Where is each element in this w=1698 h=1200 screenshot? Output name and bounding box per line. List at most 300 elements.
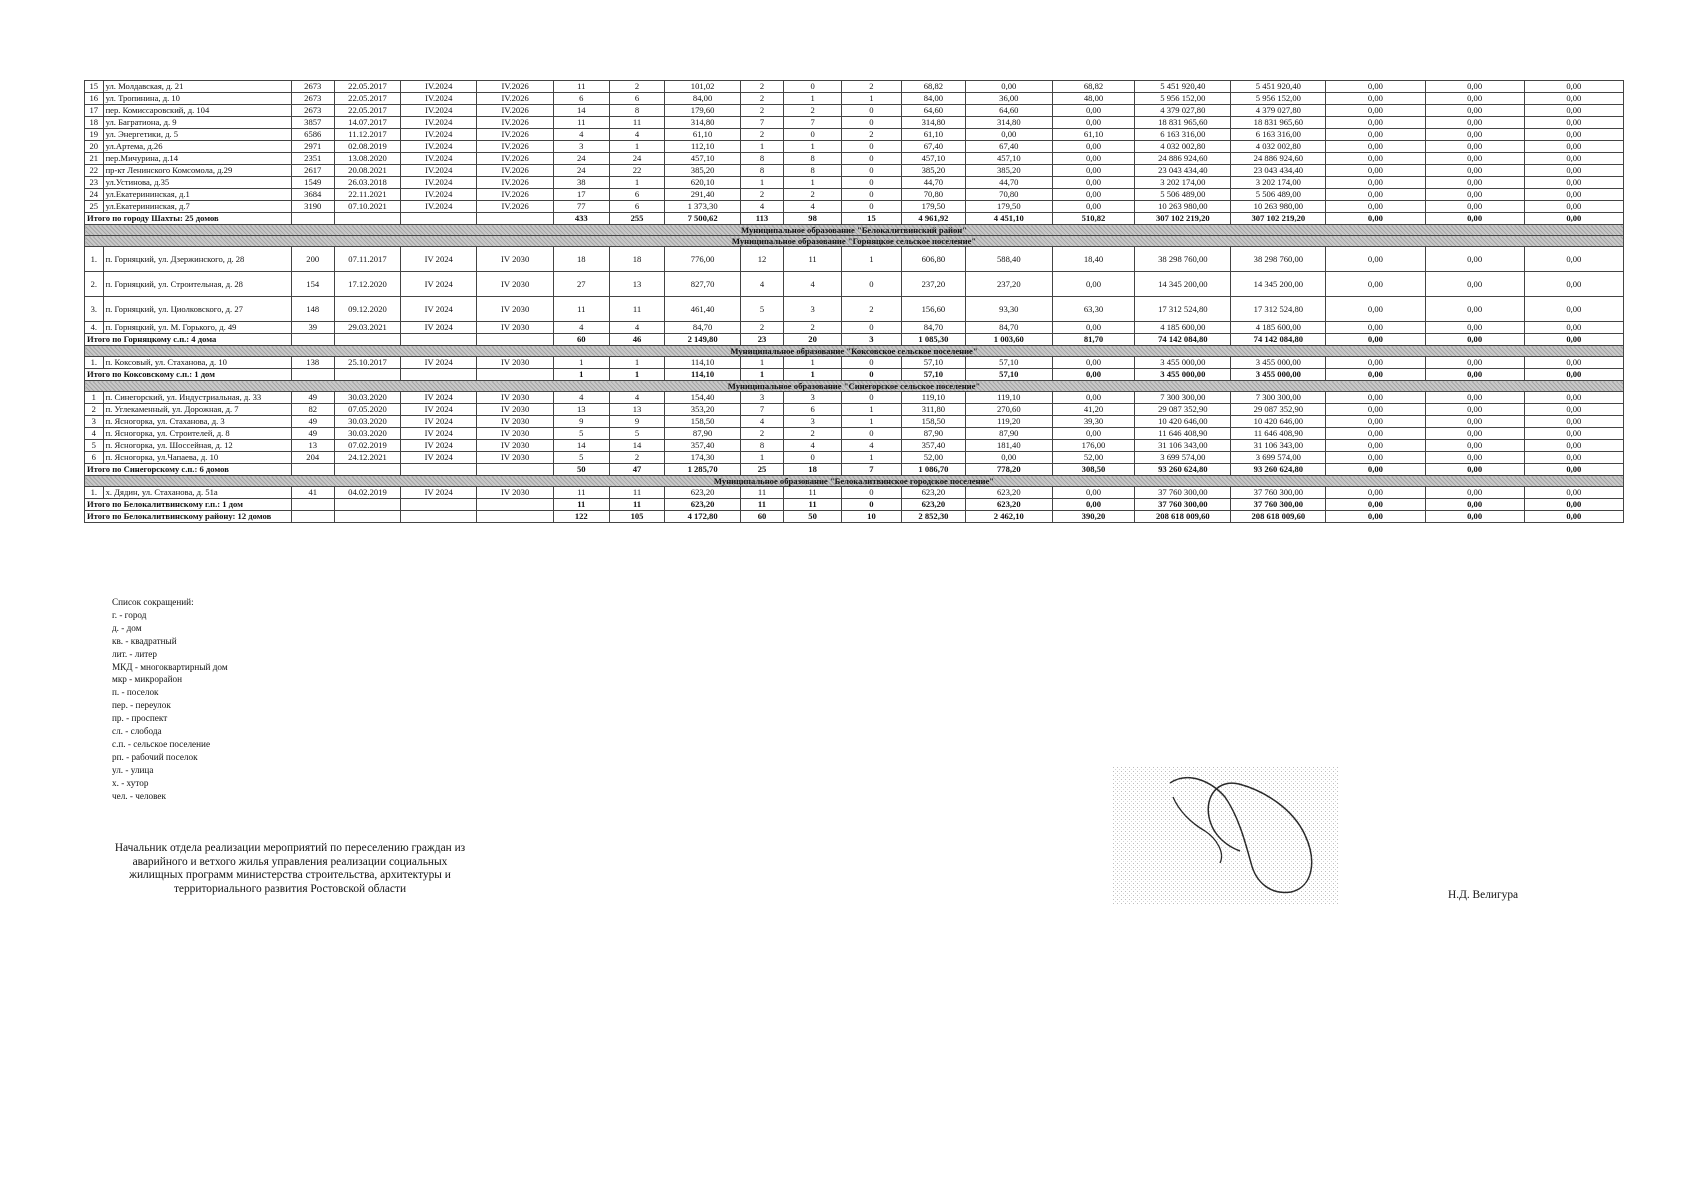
total-cell: 0,00	[1326, 213, 1425, 225]
table-cell: 0,00	[965, 81, 1052, 93]
total-cell: 778,20	[965, 464, 1052, 476]
table-cell: 31 106 343,00	[1231, 440, 1326, 452]
table-cell: 17.12.2020	[334, 272, 400, 297]
table-cell: IV 2030	[477, 428, 553, 440]
table-cell: 87,90	[965, 428, 1052, 440]
table-cell: 25.10.2017	[334, 357, 400, 369]
table-cell: 0,00	[1326, 117, 1425, 129]
total-cell: 433	[553, 213, 609, 225]
table-cell: 0,00	[1052, 392, 1135, 404]
total-cell: 0,00	[1524, 213, 1623, 225]
table-cell: 606,80	[901, 247, 965, 272]
table-cell: 38 298 760,00	[1135, 247, 1231, 272]
table-row	[85, 247, 1624, 272]
total-cell: 0,00	[1425, 499, 1524, 511]
abbreviation-list	[112, 596, 228, 803]
table-cell: 0,00	[1524, 165, 1623, 177]
table-cell: 1	[842, 93, 902, 105]
table-cell: IV.2024	[401, 177, 477, 189]
table-cell: 20.08.2021	[334, 165, 400, 177]
section-header-row	[85, 476, 1624, 487]
table-cell: 179,50	[965, 201, 1052, 213]
table-cell: 17 312 524,80	[1135, 297, 1231, 322]
table-cell: 4	[740, 201, 783, 213]
table-cell: 14	[553, 105, 609, 117]
total-row	[85, 334, 1624, 346]
table-cell: 3 202 174,00	[1231, 177, 1326, 189]
table-cell: 24	[609, 153, 665, 165]
table-cell: 0	[842, 165, 902, 177]
row-number-cell: 20	[85, 141, 104, 153]
table-cell: 457,10	[901, 153, 965, 165]
table-cell: 39,30	[1052, 416, 1135, 428]
table-cell: 457,10	[965, 153, 1052, 165]
signatory-position-line: жилищных программ министерства строительства, архитектуры и	[129, 869, 451, 882]
total-cell: 74 142 084,80	[1135, 334, 1231, 346]
table-cell: IV.2026	[477, 129, 553, 141]
total-cell: 3 455 000,00	[1231, 369, 1326, 381]
table-cell: 0	[842, 428, 902, 440]
table-cell: 41,20	[1052, 404, 1135, 416]
empty-cell	[477, 369, 553, 381]
table-cell: 0,00	[1326, 452, 1425, 464]
table-cell: 0,00	[1524, 141, 1623, 153]
total-cell: 23	[740, 334, 783, 346]
table-cell: 0,00	[1524, 81, 1623, 93]
table-cell: IV.2026	[477, 141, 553, 153]
total-cell: 0,00	[1425, 213, 1524, 225]
table-cell: 0,00	[1425, 105, 1524, 117]
table-cell: 2673	[291, 105, 334, 117]
abbreviation-item: МКД - многоквартирный дом	[112, 661, 228, 672]
table-row	[85, 452, 1624, 464]
total-cell: 1	[553, 369, 609, 381]
table-cell: 179,60	[665, 105, 740, 117]
total-cell: 2 462,10	[965, 511, 1052, 523]
table-row	[85, 487, 1624, 499]
table-cell: IV 2024	[401, 272, 477, 297]
table-cell: 0,00	[1524, 416, 1623, 428]
table-cell: 6	[609, 189, 665, 201]
table-cell: 0,00	[1326, 357, 1425, 369]
table-cell: 3 202 174,00	[1135, 177, 1231, 189]
total-label: Итого по городу Шахты: 25 домов	[85, 213, 292, 225]
row-number-cell: 23	[85, 177, 104, 189]
total-cell: 7 500,62	[665, 213, 740, 225]
table-cell: 11	[553, 487, 609, 499]
address-cell: п. Горняцкий, ул. Циолковского, д. 27	[103, 297, 291, 322]
table-cell: 24 886 924,60	[1135, 153, 1231, 165]
table-cell: 0,00	[1425, 201, 1524, 213]
table-cell: 4 185 600,00	[1231, 322, 1326, 334]
address-cell: п. Ясногорка, ул. Стаханова, д. 3	[103, 416, 291, 428]
table-cell: 7 300 300,00	[1135, 392, 1231, 404]
table-row	[85, 440, 1624, 452]
table-cell: 24.12.2021	[334, 452, 400, 464]
address-cell: пр-кт Ленинского Комсомола, д.29	[103, 165, 291, 177]
empty-cell	[291, 499, 334, 511]
total-cell: 11	[740, 499, 783, 511]
table-cell: 2673	[291, 93, 334, 105]
housing-resettlement-table	[84, 80, 1624, 523]
table-cell: 3 455 000,00	[1231, 357, 1326, 369]
table-cell: 11 646 408,90	[1135, 428, 1231, 440]
table-cell: 1	[740, 177, 783, 189]
table-cell: 4	[553, 392, 609, 404]
table-cell: 41	[291, 487, 334, 499]
table-cell: 3857	[291, 117, 334, 129]
table-cell: 623,20	[965, 487, 1052, 499]
table-cell: 2	[740, 428, 783, 440]
table-cell: 36,00	[965, 93, 1052, 105]
table-cell: 38	[553, 177, 609, 189]
empty-cell	[401, 213, 477, 225]
table-cell: 07.05.2020	[334, 404, 400, 416]
total-cell: 60	[553, 334, 609, 346]
table-cell: 5	[609, 428, 665, 440]
table-cell: 2	[842, 81, 902, 93]
empty-cell	[401, 334, 477, 346]
table-cell: 1	[842, 416, 902, 428]
total-row	[85, 213, 1624, 225]
table-cell: 68,82	[1052, 81, 1135, 93]
total-cell: 25	[740, 464, 783, 476]
table-cell: 0	[842, 153, 902, 165]
total-cell: 98	[784, 213, 842, 225]
total-cell: 93 260 624,80	[1231, 464, 1326, 476]
table-cell: IV 2024	[401, 440, 477, 452]
table-cell: 11	[609, 487, 665, 499]
table-cell: 8	[740, 153, 783, 165]
total-cell: 0,00	[1425, 369, 1524, 381]
table-cell: 3	[553, 141, 609, 153]
table-cell: 84,00	[665, 93, 740, 105]
table-cell: 0,00	[1052, 322, 1135, 334]
table-cell: 84,00	[901, 93, 965, 105]
table-cell: IV 2030	[477, 440, 553, 452]
table-cell: 0,00	[1524, 201, 1623, 213]
row-number-cell: 16	[85, 93, 104, 105]
table-row	[85, 141, 1624, 153]
empty-cell	[334, 369, 400, 381]
table-cell: 4	[784, 272, 842, 297]
table-cell: 2	[740, 105, 783, 117]
empty-cell	[401, 499, 477, 511]
row-number-cell: 22	[85, 165, 104, 177]
table-cell: 0,00	[1425, 189, 1524, 201]
total-cell: 0,00	[1425, 511, 1524, 523]
table-cell: 7	[740, 404, 783, 416]
table-cell: 0	[842, 357, 902, 369]
table-cell: 3 699 574,00	[1231, 452, 1326, 464]
total-cell: 308,50	[1052, 464, 1135, 476]
total-cell: 0,00	[1326, 511, 1425, 523]
abbreviation-list-title: Список сокращений:	[112, 597, 194, 607]
table-cell: IV.2026	[477, 177, 553, 189]
table-cell: 10 420 646,00	[1231, 416, 1326, 428]
table-cell: 0,00	[1326, 177, 1425, 189]
table-cell: 314,80	[901, 117, 965, 129]
table-cell: 1	[784, 141, 842, 153]
table-cell: 4	[740, 272, 783, 297]
table-cell: 0	[784, 452, 842, 464]
table-cell: 1	[842, 247, 902, 272]
address-cell: п. Ясногорка, ул. Шоссейная, д. 12	[103, 440, 291, 452]
empty-cell	[291, 511, 334, 523]
row-number-cell: 24	[85, 189, 104, 201]
row-number-cell: 1.	[85, 357, 104, 369]
table-cell: 1	[609, 141, 665, 153]
table-cell: 0,00	[1524, 93, 1623, 105]
total-cell: 113	[740, 213, 783, 225]
table-cell: 0,00	[1425, 487, 1524, 499]
table-cell: 29 087 352,90	[1231, 404, 1326, 416]
total-cell: 50	[553, 464, 609, 476]
total-cell: 1	[784, 369, 842, 381]
row-number-cell: 4.	[85, 322, 104, 334]
address-cell: х. Дядин, ул. Стаханова, д. 51а	[103, 487, 291, 499]
table-row	[85, 404, 1624, 416]
table-cell: 24	[553, 165, 609, 177]
table-cell: 457,10	[665, 153, 740, 165]
total-row	[85, 511, 1624, 523]
abbreviation-item: пер. - переулок	[112, 700, 171, 711]
table-cell: 84,70	[901, 322, 965, 334]
table-cell: 84,70	[965, 322, 1052, 334]
table-cell: 2	[609, 452, 665, 464]
table-cell: 29 087 352,90	[1135, 404, 1231, 416]
table-cell: 138	[291, 357, 334, 369]
empty-cell	[291, 369, 334, 381]
table-cell: 0,00	[1425, 93, 1524, 105]
table-cell: 2	[609, 81, 665, 93]
table-cell: 5 451 920,40	[1135, 81, 1231, 93]
table-cell: 2	[842, 129, 902, 141]
table-cell: 0,00	[965, 452, 1052, 464]
total-cell: 0,00	[1425, 464, 1524, 476]
table-cell: 2	[740, 189, 783, 201]
table-cell: 0,00	[1524, 272, 1623, 297]
table-cell: 0,00	[1052, 165, 1135, 177]
table-cell: 0,00	[1052, 272, 1135, 297]
table-cell: 1	[609, 177, 665, 189]
total-cell: 307 102 219,20	[1135, 213, 1231, 225]
table-cell: 0	[842, 201, 902, 213]
table-cell: IV.2024	[401, 81, 477, 93]
table-cell: 4	[553, 322, 609, 334]
table-cell: 0,00	[1326, 81, 1425, 93]
table-cell: 0,00	[1524, 322, 1623, 334]
address-cell: ул.Устинова, д.35	[103, 177, 291, 189]
row-number-cell: 21	[85, 153, 104, 165]
table-cell: 385,20	[901, 165, 965, 177]
table-cell: 0,00	[1425, 357, 1524, 369]
total-cell: 11	[553, 499, 609, 511]
table-cell: 0,00	[1524, 297, 1623, 322]
row-number-cell: 2.	[85, 272, 104, 297]
total-cell: 0,00	[1524, 499, 1623, 511]
table-cell: 237,20	[965, 272, 1052, 297]
table-cell: 623,20	[901, 487, 965, 499]
section-header-row	[85, 225, 1624, 236]
section-header-row	[85, 346, 1624, 357]
table-cell: 8	[740, 440, 783, 452]
table-cell: 0,00	[1425, 141, 1524, 153]
empty-cell	[334, 511, 400, 523]
total-cell: 4 961,92	[901, 213, 965, 225]
table-cell: 7	[740, 117, 783, 129]
table-cell: 3	[784, 392, 842, 404]
table-cell: 4 032 002,80	[1231, 141, 1326, 153]
total-cell: 0,00	[1524, 369, 1623, 381]
total-cell: 1 003,60	[965, 334, 1052, 346]
table-cell: 4	[740, 416, 783, 428]
table-cell: 93,30	[965, 297, 1052, 322]
table-cell: 2	[784, 105, 842, 117]
table-cell: 0,00	[965, 129, 1052, 141]
table-cell: 14 345 200,00	[1231, 272, 1326, 297]
total-cell: 510,82	[1052, 213, 1135, 225]
address-cell: ул.Екатерининская, д.7	[103, 201, 291, 213]
table-cell: 67,40	[901, 141, 965, 153]
table-cell: 0,00	[1425, 247, 1524, 272]
table-cell: 87,90	[665, 428, 740, 440]
address-cell: п. Ясногорка, ул.Чапаева, д. 10	[103, 452, 291, 464]
table-cell: 17 312 524,80	[1231, 297, 1326, 322]
total-cell: 37 760 300,00	[1231, 499, 1326, 511]
row-number-cell: 3.	[85, 297, 104, 322]
table-cell: 0	[842, 189, 902, 201]
empty-cell	[334, 334, 400, 346]
table-cell: 8	[740, 165, 783, 177]
table-cell: 64,60	[901, 105, 965, 117]
table-cell: IV.2026	[477, 81, 553, 93]
table-cell: 2	[784, 428, 842, 440]
table-cell: 49	[291, 416, 334, 428]
table-cell: 11 646 408,90	[1231, 428, 1326, 440]
table-cell: 7 300 300,00	[1231, 392, 1326, 404]
table-cell: 6	[553, 93, 609, 105]
table-cell: IV.2026	[477, 165, 553, 177]
table-cell: 82	[291, 404, 334, 416]
table-cell: 5 956 152,00	[1231, 93, 1326, 105]
row-number-cell: 1	[85, 392, 104, 404]
total-cell: 74 142 084,80	[1231, 334, 1326, 346]
total-label: Итого по Белокалитвинскому району: 12 домов	[85, 511, 292, 523]
table-cell: 0,00	[1425, 165, 1524, 177]
table-cell: 5	[553, 452, 609, 464]
table-cell: 0	[842, 105, 902, 117]
row-number-cell: 19	[85, 129, 104, 141]
abbreviation-item: д. - дом	[112, 622, 142, 633]
empty-cell	[334, 213, 400, 225]
table-cell: 0,00	[1326, 201, 1425, 213]
table-cell: 0,00	[1326, 272, 1425, 297]
address-cell: п. Горняцкий, ул. Дзержинского, д. 28	[103, 247, 291, 272]
table-cell: 3190	[291, 201, 334, 213]
table-cell: 22.05.2017	[334, 105, 400, 117]
table-cell: 0,00	[1326, 487, 1425, 499]
total-cell: 4 451,10	[965, 213, 1052, 225]
total-cell: 11	[784, 499, 842, 511]
table-cell: 18	[609, 247, 665, 272]
empty-cell	[477, 499, 553, 511]
empty-cell	[477, 464, 553, 476]
table-cell: 0,00	[1425, 392, 1524, 404]
table-cell: 0,00	[1326, 322, 1425, 334]
section-title: Муниципальное образование "Белокалитвинское городское поселение"	[85, 476, 1624, 487]
table-cell: 70,80	[901, 189, 965, 201]
table-cell: IV.2026	[477, 153, 553, 165]
table-cell: 0,00	[1052, 189, 1135, 201]
table-cell: IV.2024	[401, 153, 477, 165]
table-cell: 52,00	[901, 452, 965, 464]
table-row	[85, 153, 1624, 165]
table-cell: 2351	[291, 153, 334, 165]
total-cell: 47	[609, 464, 665, 476]
table-cell: 30.03.2020	[334, 392, 400, 404]
table-cell: 2	[740, 93, 783, 105]
table-cell: 4	[609, 322, 665, 334]
table-cell: IV 2024	[401, 452, 477, 464]
table-cell: 6	[609, 93, 665, 105]
total-cell: 81,70	[1052, 334, 1135, 346]
table-cell: IV 2024	[401, 297, 477, 322]
total-cell: 0,00	[1326, 499, 1425, 511]
abbreviation-item: п. - поселок	[112, 687, 159, 698]
table-cell: 827,70	[665, 272, 740, 297]
table-cell: 357,40	[665, 440, 740, 452]
table-row	[85, 428, 1624, 440]
table-cell: 13	[609, 404, 665, 416]
abbreviation-item: мкр - микрорайон	[112, 674, 183, 685]
table-cell: 13.08.2020	[334, 153, 400, 165]
row-number-cell: 2	[85, 404, 104, 416]
table-cell: 0,00	[1524, 117, 1623, 129]
table-cell: 0,00	[1524, 452, 1623, 464]
table-cell: 0,00	[1052, 177, 1135, 189]
table-cell: 0	[842, 392, 902, 404]
table-cell: 8	[784, 153, 842, 165]
table-cell: 623,20	[665, 487, 740, 499]
table-cell: 0,00	[1425, 428, 1524, 440]
table-cell: 4	[842, 440, 902, 452]
table-cell: 22.05.2017	[334, 93, 400, 105]
table-cell: 38 298 760,00	[1231, 247, 1326, 272]
table-cell: 0	[842, 272, 902, 297]
table-cell: 154,40	[665, 392, 740, 404]
total-cell: 0,00	[1524, 511, 1623, 523]
table-cell: 0,00	[1326, 297, 1425, 322]
table-cell: 0,00	[1052, 428, 1135, 440]
table-cell: 0	[842, 141, 902, 153]
table-cell: 11	[784, 487, 842, 499]
table-cell: 291,40	[665, 189, 740, 201]
section-header-row	[85, 236, 1624, 247]
table-cell: 3	[784, 297, 842, 322]
table-cell: 620,10	[665, 177, 740, 189]
table-cell: 09.12.2020	[334, 297, 400, 322]
section-title: Муниципальное образование "Горняцкое сельское поселение"	[85, 236, 1624, 247]
table-row	[85, 165, 1624, 177]
table-cell: 0,00	[1425, 404, 1524, 416]
table-cell: 07.11.2017	[334, 247, 400, 272]
table-cell: 5 506 489,00	[1135, 189, 1231, 201]
abbreviation-item: чел. - человек	[112, 790, 166, 801]
total-cell: 623,20	[901, 499, 965, 511]
table-cell: 0,00	[1052, 201, 1135, 213]
table-cell: 0,00	[1524, 487, 1623, 499]
